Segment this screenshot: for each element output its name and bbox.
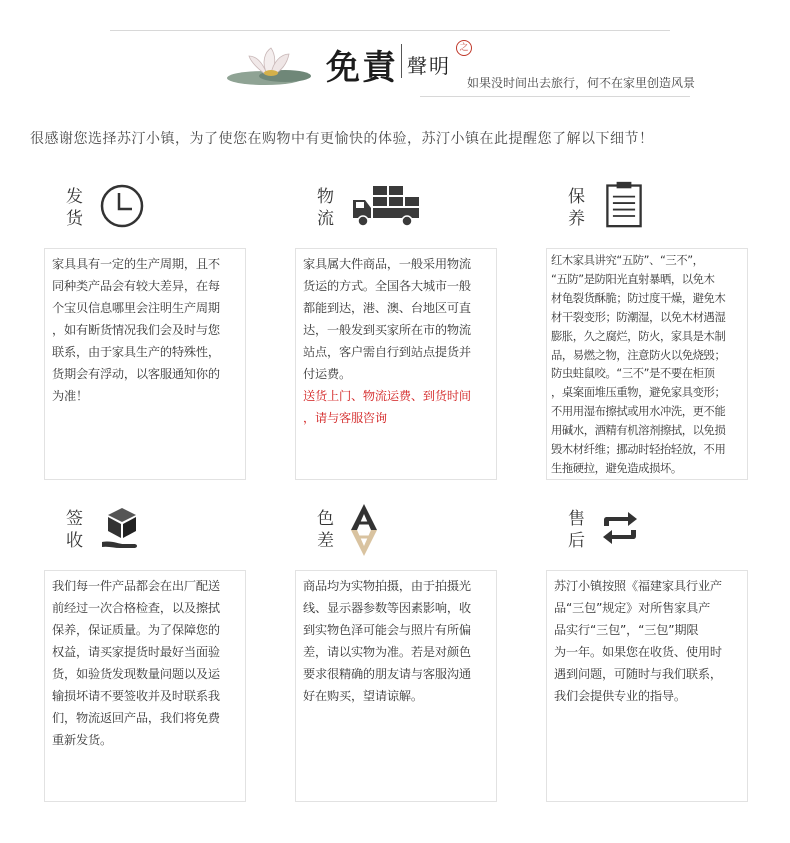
card-line: 我们会提供专业的指导。: [554, 689, 686, 703]
card-line: 站点，客户需自行到站点提货并: [303, 345, 471, 359]
card-line: 联系，由于家具生产的特殊性，: [52, 345, 220, 359]
card-line: 遇到问题，可随时与我们联系，: [554, 667, 722, 681]
card-line: 保养，保证质量。为了保障您的: [52, 623, 220, 637]
card-line: 不用用湿布擦拭或用水冲洗，更不能: [551, 405, 726, 419]
card-line: 用碱水，酒精有机溶剂擦拭，以免损: [551, 424, 726, 438]
maintenance-card: [546, 248, 748, 480]
section-label: 物 流: [317, 187, 334, 229]
card-line: 品，易燃之物，注意防火以免烧毁；: [551, 348, 726, 362]
card-line: 都能到达，港、澳、台地区可直: [303, 301, 471, 315]
card-line: 个宝贝信息哪里会注明生产周期: [52, 301, 220, 315]
card-line: 权益，请买家提货时最好当面验: [52, 645, 220, 659]
intro-text: 很感谢您选择苏汀小镇，为了使您在购物中有更愉快的体验，苏汀小镇在此提醒您了解以下细节！: [30, 131, 654, 147]
card-line: 前经过一次合格检查，以及擦拭: [52, 601, 220, 615]
section-label: 色 差: [317, 509, 334, 551]
exchange-arrows-icon: [600, 510, 640, 546]
card-line: 同种类产品会有较大差异，在每: [52, 279, 220, 293]
delivery-truck-icon: [351, 184, 427, 228]
title-separator: [401, 44, 402, 78]
card-line: 差，请以实物为准。若是对颜色: [303, 645, 471, 659]
header-divider-top: [110, 30, 670, 31]
card-line: 苏汀小镇按照《福建家具行业产: [554, 579, 722, 593]
section-label: 发 货: [66, 187, 83, 229]
shipping-card: [44, 248, 246, 480]
card-line: 品“三包”规定》对所售家具产: [554, 601, 711, 615]
page-subtitle: 聲明: [407, 54, 451, 78]
card-line: 货期会有浮动，以客服通知你的: [52, 367, 220, 381]
card-line: 货运的方式。全国各大城市一般: [303, 279, 471, 293]
card-line: 重新发货。: [52, 733, 112, 747]
logistics-card: [295, 248, 497, 480]
slogan-text: 如果没时间出去旅行，何不在家里创造风景: [467, 76, 696, 90]
card-line: 为准！: [52, 389, 88, 403]
card-line: 生拖硬拉，避免造成损坏。: [551, 461, 682, 475]
card-line: “五防”是防阳光直射暴晒，以免木: [551, 272, 715, 286]
section-label: 签 收: [66, 509, 83, 551]
card-line: 们，物流返回产品，我们将免费: [52, 711, 220, 725]
page-title: 免責: [326, 48, 398, 88]
card-line: 达，一般发到买家所在市的物流: [303, 323, 471, 337]
card-line: 我们每一件产品都会在出厂配送: [52, 579, 220, 593]
card-line: 商品均为实物拍摄，由于拍摄光: [303, 579, 471, 593]
card-line: ，如有断货情况我们会及时与您: [52, 323, 220, 337]
clipboard-icon: [600, 180, 648, 228]
card-line: 货，如验货发现数量问题以及运: [52, 667, 220, 681]
card-line: 材龟裂货酥脆；防过度干燥，避免木: [551, 291, 726, 305]
warning-line: ，请与客服咨询: [303, 411, 387, 425]
card-line: ，桌案面堆压重物，避免家具变形；: [551, 386, 726, 400]
card-line: 防虫蛀鼠咬。“三不”是不要在柜顶: [551, 367, 715, 381]
card-line: 好在购买，望请谅解。: [303, 689, 423, 703]
lotus-icon: [225, 38, 325, 86]
section-label: 保 养: [568, 187, 585, 229]
card-line: 家具具有一定的生产周期，且不: [52, 257, 220, 271]
signing-card: [44, 570, 246, 802]
card-line: 输损坏请不要签收并及时联系我: [52, 689, 220, 703]
section-label: 售 后: [568, 509, 585, 551]
after-sales-card: [546, 570, 748, 802]
card-line: 红木家具讲究“五防”、“三不”，: [551, 254, 704, 267]
card-line: 家具属大件商品，一般采用物流: [303, 257, 471, 271]
red-seal-stamp: 之: [456, 40, 472, 56]
card-line: 材干裂变形；防潮湿，以免木材遇湿: [551, 310, 726, 324]
header-divider-bottom: [420, 96, 690, 97]
clock-icon: [98, 182, 146, 230]
card-line: 到实物色泽可能会与照片有所偏: [303, 623, 471, 637]
card-line: 线、显示器参数等因素影响，收: [303, 601, 471, 615]
warning-line: 送货上门、物流运费、到货时间: [303, 389, 471, 403]
card-line: 膨胀，久之腐烂，防火，家具是木制: [551, 329, 726, 343]
card-line: 品实行“三包”，“三包”期限: [554, 623, 699, 637]
card-line: 为一年。如果您在收货、使用时: [554, 645, 722, 659]
color-difference-icon: [349, 502, 379, 558]
color-difference-card: [295, 570, 497, 802]
package-hand-icon: [98, 504, 146, 552]
card-line: 要求很精确的朋友请与客服沟通: [303, 667, 471, 681]
card-line: 付运费。: [303, 367, 351, 381]
card-line: 毁木材纤维；挪动时轻抬轻放，不用: [551, 443, 726, 457]
